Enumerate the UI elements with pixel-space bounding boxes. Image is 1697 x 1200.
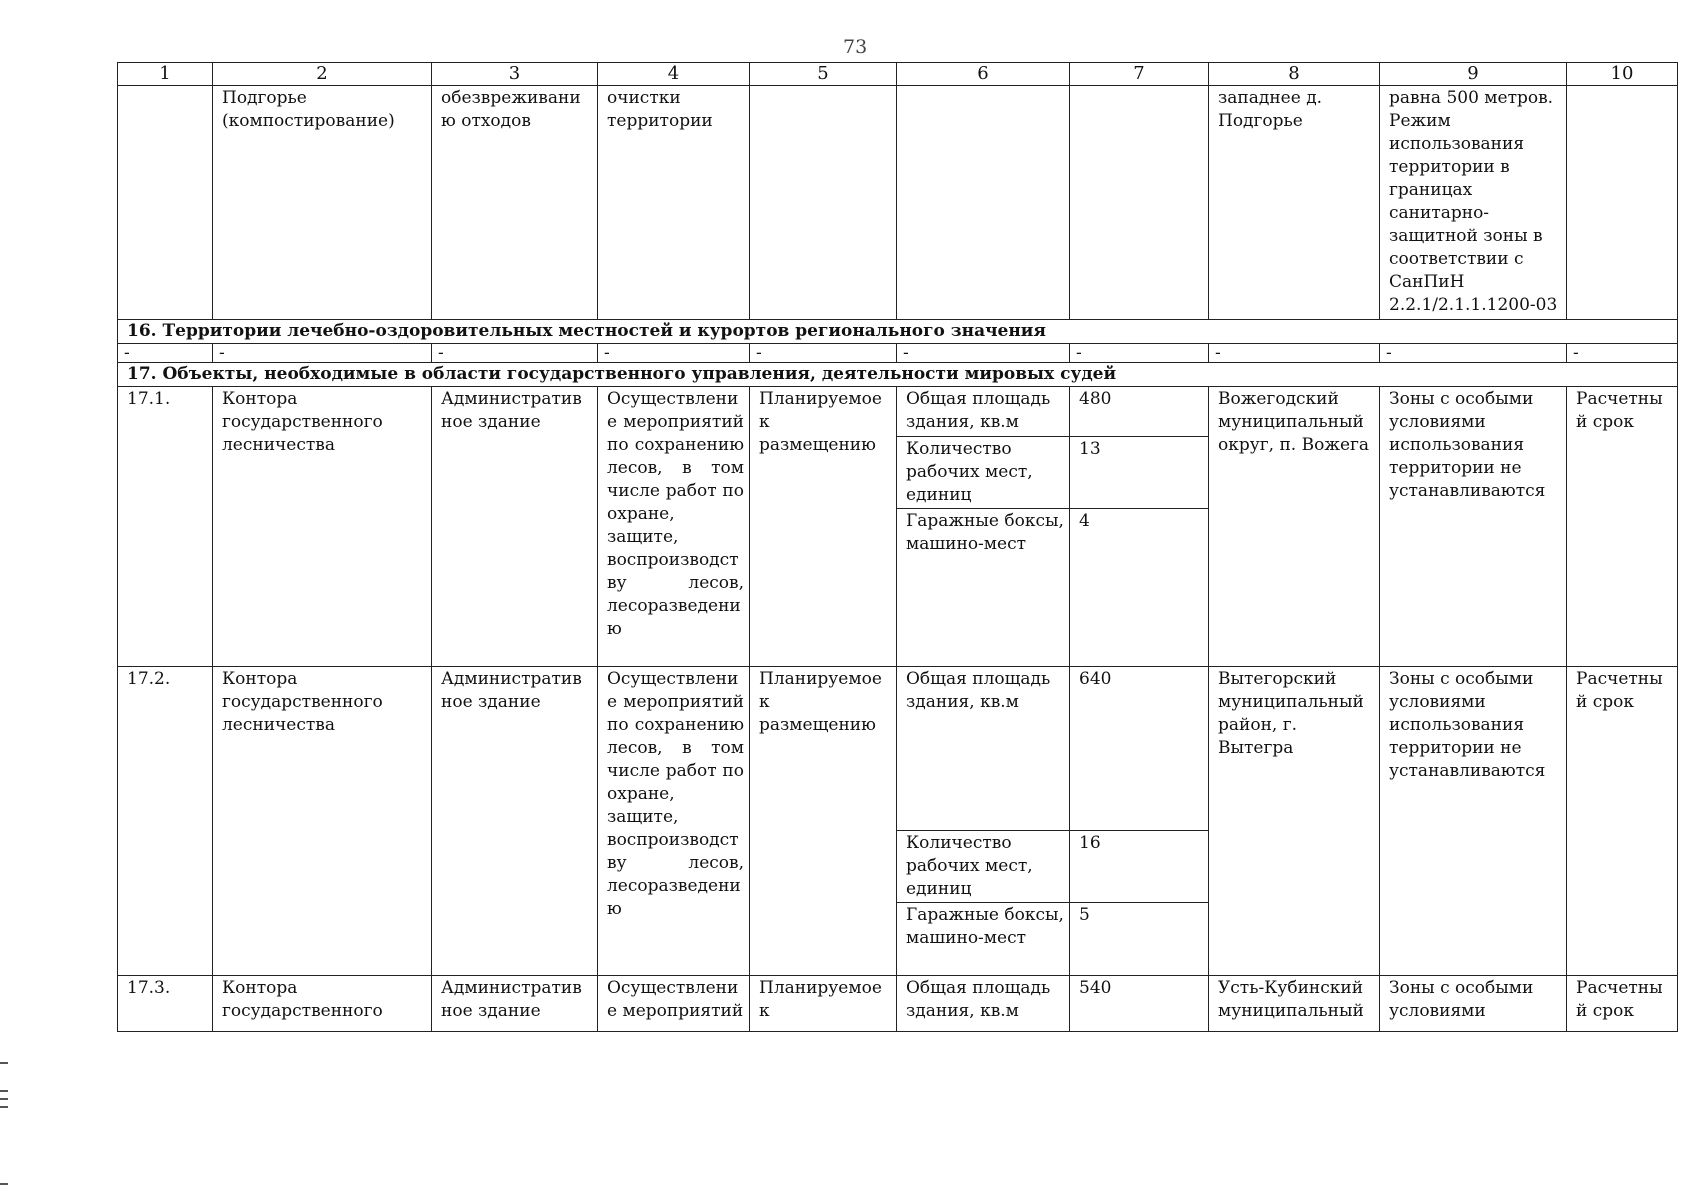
- table-cell: [750, 86, 897, 320]
- empty-dash-row: [118, 344, 1678, 363]
- param-label: Гаражные боксы, машино-мест: [897, 509, 1070, 667]
- column-number: 8: [1209, 63, 1380, 86]
- object-name-cell: Контора государственного лесничества: [213, 387, 432, 667]
- dash-cell: -: [897, 344, 1070, 363]
- row-number: 17.1.: [118, 387, 213, 667]
- zones-cell: Зоны с особыми условиями использования территории не устанавливаются: [1380, 387, 1567, 667]
- dash-cell: -: [118, 344, 213, 363]
- location-cell: Усть-Кубинский муниципальный: [1209, 976, 1380, 1032]
- status-cell: Планируемое к: [750, 976, 897, 1032]
- row-number: 17.2.: [118, 667, 213, 976]
- dash-cell: -: [1070, 344, 1209, 363]
- param-value: 16: [1070, 831, 1209, 903]
- param-label: Общая площадь здания, кв.м: [897, 387, 1070, 437]
- object-type-cell: Административ ное здание: [432, 976, 598, 1032]
- param-value: 5: [1070, 903, 1209, 976]
- dash-cell: -: [1380, 344, 1567, 363]
- column-number: 9: [1380, 63, 1567, 86]
- param-label: Гаражные боксы, машино-мест: [897, 903, 1070, 976]
- object-type-cell: обезвреживани ю отходов: [432, 86, 598, 320]
- section-heading-row: [118, 363, 1678, 387]
- table-row: [118, 387, 1678, 437]
- table-cell: [118, 86, 213, 320]
- section-16-title: 16. Территории лечебно-оздоровительных местностей и курортов регионального значения: [118, 320, 1678, 344]
- dash-cell: -: [1209, 344, 1380, 363]
- section-heading-row: [118, 320, 1678, 344]
- object-type-cell: Административ ное здание: [432, 387, 598, 667]
- term-cell: Расчетный срок: [1567, 667, 1678, 976]
- column-number: 7: [1070, 63, 1209, 86]
- continuation-row: [118, 86, 1678, 320]
- scan-artifact: [0, 1183, 8, 1185]
- location-cell: Вытегорский муниципальный район, г. Вытегра: [1209, 667, 1380, 976]
- column-number: 4: [598, 63, 750, 86]
- object-name-cell: Контора государственного: [213, 976, 432, 1032]
- scan-artifact: [0, 1090, 8, 1092]
- zones-cell: Зоны с особыми условиями использования территории не устанавливаются: [1380, 667, 1567, 976]
- section-17-title: 17. Объекты, необходимые в области государственного управления, деятельности мировых судей: [118, 363, 1678, 387]
- table-cell: [1070, 86, 1209, 320]
- column-number: 10: [1567, 63, 1678, 86]
- column-number: 2: [213, 63, 432, 86]
- column-header-row: [118, 63, 1678, 86]
- column-number: 6: [897, 63, 1070, 86]
- dash-cell: -: [1567, 344, 1678, 363]
- dash-cell: -: [432, 344, 598, 363]
- scan-artifact: [0, 1098, 8, 1100]
- object-name-cell: Подгорье (компостирование): [213, 86, 432, 320]
- column-number: 1: [118, 63, 213, 86]
- dash-cell: -: [598, 344, 750, 363]
- table-row: [118, 976, 1678, 1032]
- dash-cell: -: [213, 344, 432, 363]
- scan-artifact: [0, 1106, 8, 1108]
- purpose-cell: Осуществлени е мероприятий: [598, 976, 750, 1032]
- object-name-cell: Контора государственного лесничества: [213, 667, 432, 976]
- object-type-cell: Административ ное здание: [432, 667, 598, 976]
- param-label: Общая площадь здания, кв.м: [897, 976, 1070, 1032]
- location-cell: западнее д. Подгорье: [1209, 86, 1380, 320]
- term-cell: Расчетный срок: [1567, 387, 1678, 667]
- purpose-cell: очистки территории: [598, 86, 750, 320]
- param-label: Количество рабочих мест, единиц: [897, 437, 1070, 509]
- scan-artifact: [0, 1062, 8, 1064]
- row-number: 17.3.: [118, 976, 213, 1032]
- zones-cell: Зоны с особыми условиями: [1380, 976, 1567, 1032]
- table-cell: [1567, 86, 1678, 320]
- column-number: 5: [750, 63, 897, 86]
- status-cell: Планируемое к размещению: [750, 667, 897, 976]
- param-label: Общая площадь здания, кв.м: [897, 667, 1070, 831]
- param-value: 540: [1070, 976, 1209, 1032]
- status-cell: Планируемое к размещению: [750, 387, 897, 667]
- param-value: 13: [1070, 437, 1209, 509]
- document-table: [117, 62, 1678, 1032]
- dash-cell: -: [750, 344, 897, 363]
- zones-cell: равна 500 метров. Режим использования территории в границах санитарно-защитной зоны в соответствии с СанПиН 2.2.1/2.1.1.1200-03: [1380, 86, 1567, 320]
- param-value: 480: [1070, 387, 1209, 437]
- page-number: 73: [843, 36, 868, 58]
- table-cell: [897, 86, 1070, 320]
- param-value: 4: [1070, 509, 1209, 667]
- term-cell: Расчетный срок: [1567, 976, 1678, 1032]
- table-row: [118, 667, 1678, 831]
- purpose-cell: Осуществлени е мероприятий по сохранению лесов, в том числе работ по охране, защите, воспроизводст ву лесов, лесоразведени ю: [598, 387, 750, 667]
- column-number: 3: [432, 63, 598, 86]
- purpose-cell: Осуществлени е мероприятий по сохранению лесов, в том числе работ по охране, защите, воспроизводст ву лесов, лесоразведени ю: [598, 667, 750, 976]
- location-cell: Вожегодский муниципальный округ, п. Вожега: [1209, 387, 1380, 667]
- param-label: Количество рабочих мест, единиц: [897, 831, 1070, 903]
- param-value: 640: [1070, 667, 1209, 831]
